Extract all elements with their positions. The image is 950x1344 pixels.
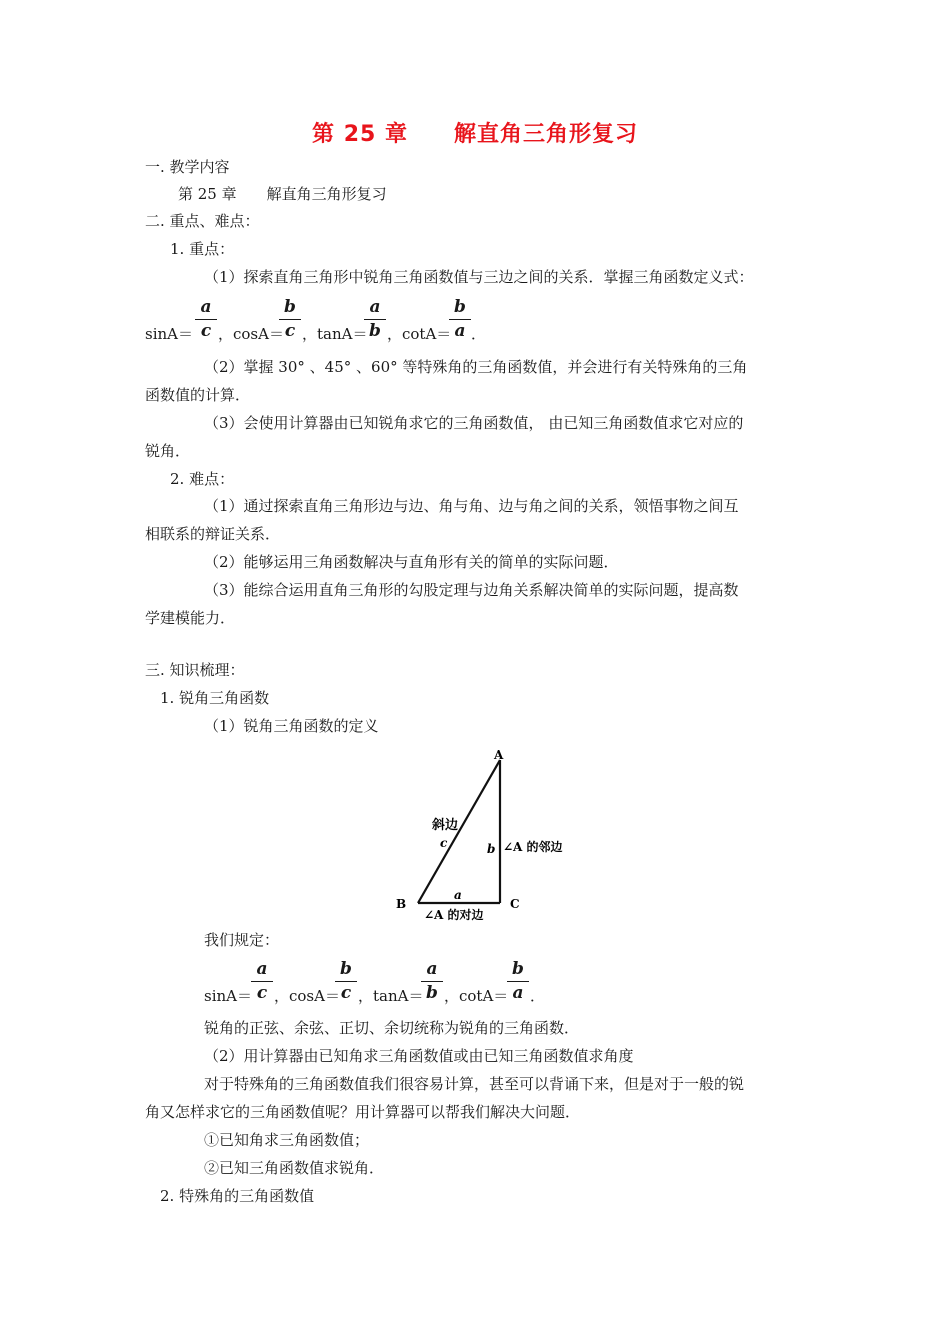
fraction-bar	[507, 981, 529, 982]
cot-denominator: a	[454, 321, 466, 341]
sin-denominator: c	[200, 321, 212, 341]
side-a-label: a	[454, 888, 462, 902]
tan-label: ，tanA＝	[302, 325, 368, 343]
tan-fraction	[364, 298, 386, 340]
knowledge-sub-2: （2）用计算器由已知角求三角函数值或由已知三角函数值求角度	[204, 1047, 634, 1065]
sin-fraction	[251, 960, 273, 1002]
section-1-heading: 一. 教学内容	[145, 158, 230, 176]
cos-label: ，cosA＝	[218, 325, 284, 343]
trig-definitions-row-1	[145, 298, 505, 348]
vertex-b-label: B	[396, 897, 407, 911]
key-point-2-line-2: 函数值的计算．	[145, 386, 251, 404]
formula-end: ．	[471, 325, 487, 343]
sin-numerator: a	[256, 959, 268, 979]
knowledge-item-2: 2. 特殊角的三角函数值	[160, 1187, 315, 1205]
difficulty-2: （2）能够运用三角函数解决与直角形有关的简单的实际问题．	[204, 553, 619, 571]
key-points-heading: 1. 重点：	[170, 240, 235, 258]
cot-label: ，cotA＝	[444, 987, 509, 1005]
trig-summary: 锐角的正弦、余弦、正切、余切统称为锐角的三角函数．	[204, 1019, 580, 1037]
formula-end: ．	[530, 987, 546, 1005]
fraction-bar	[251, 981, 273, 982]
cos-numerator: b	[340, 959, 352, 979]
key-point-2-line-1: （2）掌握 30° 、45° 、60° 等特殊角的三角函数值，并会进行有关特殊角的三角	[204, 358, 748, 376]
opposite-side-label: ∠A 的对边	[424, 908, 484, 922]
teaching-content: 第 25 章 解直角三角形复习	[178, 185, 387, 203]
cos-fraction	[335, 960, 357, 1002]
side-b-label: b	[487, 842, 496, 856]
cot-fraction	[449, 298, 471, 340]
sin-numerator: a	[200, 297, 212, 317]
tan-numerator: a	[369, 297, 381, 317]
knowledge-sub-1: （1）锐角三角函数的定义	[204, 717, 379, 735]
fraction-bar	[421, 981, 443, 982]
hypotenuse-label: 斜边	[432, 818, 459, 833]
difficulties-heading: 2. 难点：	[170, 470, 235, 488]
difficulty-3-line-2: 学建模能力．	[145, 609, 236, 627]
sin-label: sinA＝	[204, 987, 252, 1005]
knowledge-item-1: 1. 锐角三角函数	[160, 689, 270, 707]
cot-numerator: b	[512, 959, 524, 979]
fraction-bar	[335, 981, 357, 982]
section-2-heading: 二. 重点、难点：	[145, 212, 260, 230]
adjacent-side-label: ∠A 的邻边	[503, 840, 563, 854]
key-point-3-line-2: 锐角．	[145, 442, 191, 460]
fraction-bar	[279, 319, 301, 320]
difficulty-3-line-1: （3）能综合运用直角三角形的勾股定理与边角关系解决简单的实际问题，提高数	[204, 581, 739, 599]
cot-denominator: a	[512, 983, 524, 1003]
tan-denominator: b	[426, 983, 438, 1003]
cot-numerator: b	[454, 297, 466, 317]
difficulty-1-line-1: （1）通过探索直角三角形边与边、角与角、边与角之间的关系，领悟事物之间互	[204, 497, 739, 515]
cot-fraction	[507, 960, 529, 1002]
cos-fraction	[279, 298, 301, 340]
tan-fraction	[421, 960, 443, 1002]
vertex-a-label: A	[494, 748, 504, 762]
circled-item-2: ②已知三角函数值求锐角．	[204, 1159, 385, 1177]
trig-definitions-row-2	[204, 960, 564, 1010]
define-text: 我们规定：	[204, 931, 280, 949]
sin-fraction	[195, 298, 217, 340]
paragraph-line-2: 角又怎样求它的三角函数值呢？用计算器可以帮我们解决大问题．	[145, 1103, 581, 1121]
cos-denominator: c	[340, 983, 352, 1003]
tan-label: ，tanA＝	[358, 987, 424, 1005]
fraction-bar	[364, 319, 386, 320]
tan-numerator: a	[426, 959, 438, 979]
sin-label: sinA＝	[145, 325, 193, 343]
cos-label: ，cosA＝	[274, 987, 340, 1005]
difficulty-1-line-2: 相联系的辩证关系．	[145, 525, 281, 543]
vertex-c-label: C	[510, 897, 520, 911]
paragraph-line-1: 对于特殊角的三角函数值我们很容易计算，甚至可以背诵下来，但是对于一般的锐	[204, 1075, 745, 1093]
page-title: 第 25 章 解直角三角形复习	[312, 122, 638, 147]
tan-denominator: b	[369, 321, 381, 341]
fraction-bar	[449, 319, 471, 320]
key-point-3-line-1: （3）会使用计算器由已知锐角求它的三角函数值， 由已知三角函数值求它对应的	[204, 414, 744, 432]
side-c-label: c	[440, 836, 448, 850]
hypotenuse-line	[418, 760, 500, 903]
key-point-1: （1）探索直角三角形中锐角三角函数值与三边之间的关系．掌握三角函数定义式：	[204, 268, 754, 286]
section-3-heading: 三. 知识梳理：	[145, 661, 245, 679]
circled-item-1: ①已知角求三角函数值；	[204, 1131, 370, 1149]
sin-denominator: c	[256, 983, 268, 1003]
right-triangle-diagram	[390, 745, 590, 925]
fraction-bar	[195, 319, 217, 320]
cos-denominator: c	[284, 321, 296, 341]
cot-label: ，cotA＝	[387, 325, 452, 343]
cos-numerator: b	[284, 297, 296, 317]
